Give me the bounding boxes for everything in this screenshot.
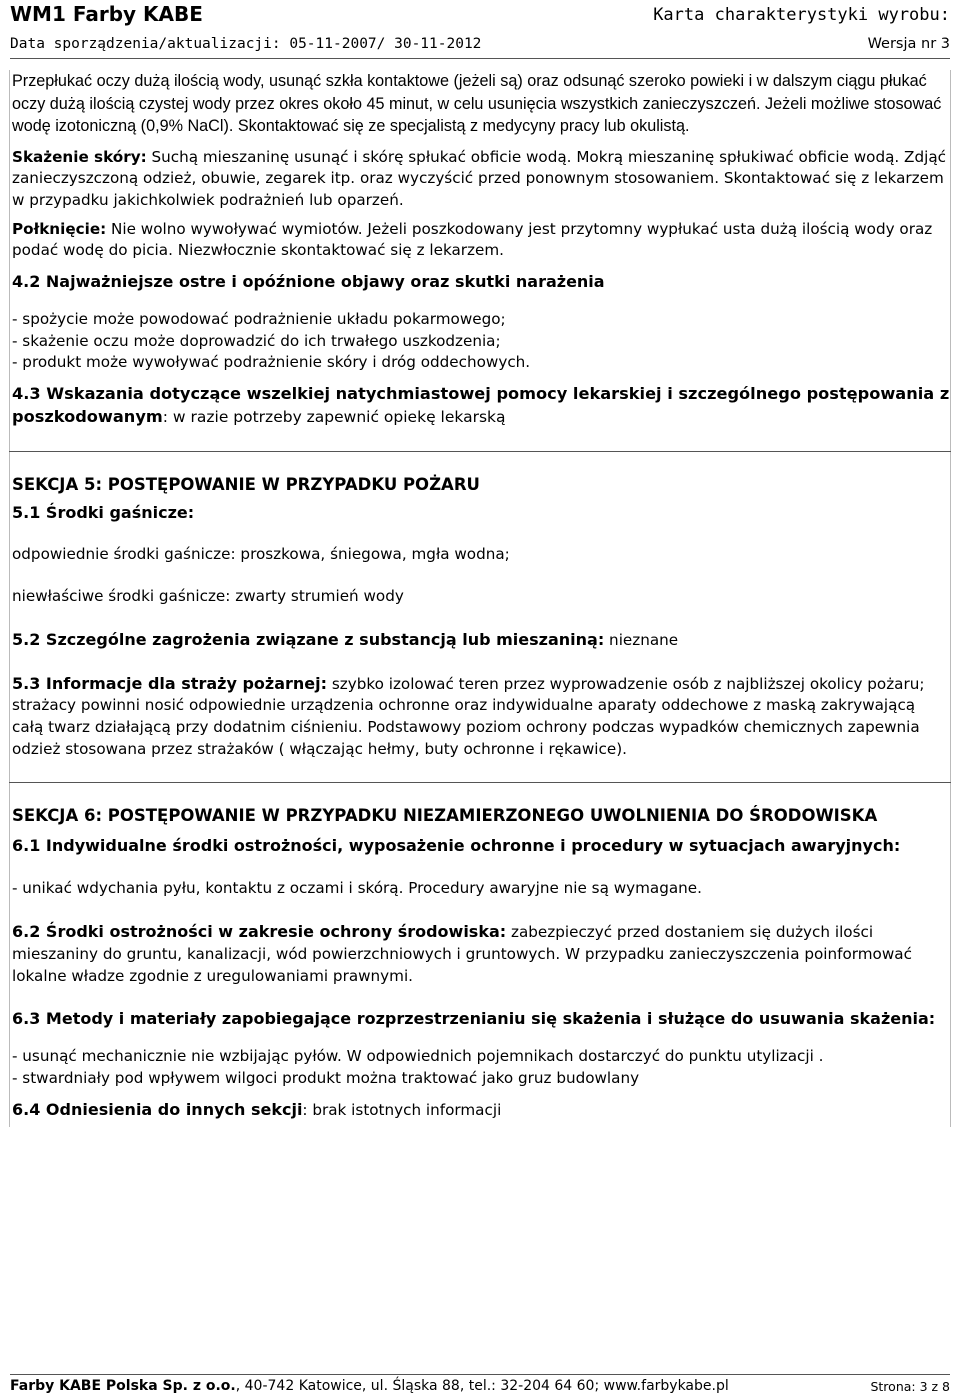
- swallow-label: Połknięcie:: [12, 219, 107, 238]
- section-6-block: [9, 783, 951, 1127]
- subsection-6-4-paragraph: [10, 1099, 950, 1122]
- symptoms-list: [10, 309, 950, 374]
- company-address: , 40-742 Katowice, ul. Śląska 88, tel.: 32-204 64 60; www.farbykabe.pl: [235, 1378, 729, 1394]
- subsection-5-2-heading: 5.2 Szczególne zagrożenia związane z substancją lub mieszaniną:: [12, 629, 605, 649]
- subsection-6-2-heading: 6.2 Środki ostrożności w zakresie ochrony środowiska:: [12, 922, 507, 942]
- company-info: [10, 1378, 729, 1394]
- skin-exposure-paragraph: [10, 147, 950, 212]
- subsection-6-4-heading: 6.4 Odniesienia do innych sekcji: [12, 1099, 303, 1119]
- suitable-extinguishers: [10, 544, 950, 566]
- subsection-6-1-text: - unikać wdychania pyłu, kontaktu z oczami i skórą. Procedury awaryjne nie są wymagane.: [12, 879, 702, 898]
- subsection-5-3-paragraph: [10, 673, 950, 761]
- subsection-6-2-text: zabezpieczyć przed dostaniem się dużych ilości mieszaniny do gruntu, kanalizacji, wód powierzchniowych i gruntowych. W przypadku zanieczyszczenia poinformować lokalne władze zgodnie z uregulowaniami prawnymi.: [12, 923, 912, 985]
- unsuitable-extinguishers: niewłaściwe środki gaśnicze: zwarty strumień wody: [12, 587, 404, 606]
- subsection-6-2-paragraph: [10, 921, 950, 987]
- section-6-title: SEKCJA 6: POSTĘPOWANIE W PRZYPADKU NIEZAMIERZONEGO UWOLNIENIA DO ŚRODOWISKA: [12, 806, 878, 826]
- section-5-title: SEKCJA 5: POSTĘPOWANIE W PRZYPADKU POŻARU: [12, 474, 480, 494]
- document-type: Karta charakterystyki wyrobu:: [653, 5, 950, 25]
- page-content: [0, 70, 960, 1127]
- subsection-4-3-paragraph: [10, 383, 950, 428]
- subsection-5-3-text: szybko izolować teren przez wyprowadzenie osób z najbliższej okolicy pożaru; strażacy powinni nosić odpowiednie urządzenia ochronne oraz indywidualne aparaty oddechowe z maską zakrywającą całą twarz działającą przy dodatnim ciśnieniu. Podstawowy poziom ochrony podczas wypadków chemicznych zapewnia odzież stosowana przez strażaków ( włączając hełmy, buty ochronne i rękawice).: [12, 674, 925, 758]
- cleanup-item: - usunąć mechanicznie nie wzbijając pyłów. W odpowiednich pojemnikach dostarczyć do punktu utylizacji .: [12, 1047, 824, 1066]
- subsection-5-2-paragraph: [10, 629, 950, 652]
- symptom-item: - produkt może wywoływać podrażnienie skóry i dróg oddechowych.: [12, 353, 531, 372]
- section-5-block: [9, 452, 951, 783]
- subsection-4-3-heading: 4.3 Wskazania dotyczące wszelkiej natychmiastowej pomocy lekarskiej i szczególnego postępowania z poszkodowanym: [12, 384, 950, 426]
- suitable-extinguishers-text: : proszkowa, śniegowa, mgła wodna;: [230, 544, 510, 563]
- swallow-text: Nie wolno wywoływać wymiotów. Jeżeli poszkodowany jest przytomny wypłukać usta dużą ilością wody oraz podać wodę do picia. Niezwłocznie skontaktować się z lekarzem.: [12, 219, 933, 260]
- subsection-5-3-heading: 5.3 Informacje dla straży pożarnej:: [12, 673, 328, 693]
- page-number: Strona: 3 z 8: [870, 1379, 950, 1394]
- swallow-paragraph: [10, 219, 950, 262]
- symptom-item: - spożycie może powodować podrażnienie układu pokarmowego;: [12, 310, 506, 329]
- company-name: Farby KABE Polska Sp. z o.o.: [10, 1378, 236, 1394]
- subsection-4-2-heading: 4.2 Najważniejsze ostre i opóźnione objawy oraz skutki narażenia: [12, 272, 605, 292]
- skin-exposure-text: Suchą mieszaninę usunąć i skórę spłukać obficie wodą. Mokrą mieszaninę spłukiwać obficie wodą. Zdjąć zanieczyszczoną odzież, obuwie, zegarek itp. oraz wyczyścić przed ponownym stosowaniem. Skontaktować się z lekarzem w przypadku jakichkolwiek podrażnień lub oparzeń.: [12, 147, 946, 209]
- section-4-block: [9, 70, 951, 451]
- footer-divider: [10, 1374, 950, 1375]
- header-divider: [10, 58, 950, 59]
- subsection-6-4-text: : brak istotnych informacji: [302, 1100, 502, 1119]
- subsection-4-3-text: : w razie potrzeby zapewnić opiekę lekarską: [162, 407, 506, 426]
- cleanup-item: - stwardniały pod wpływem wilgoci produkt można traktować jako gruz budowlany: [12, 1068, 640, 1087]
- preparation-date: Data sporządzenia/aktualizacji: 05-11-2007/ 30-11-2012: [10, 36, 482, 52]
- subsection-6-3-heading: 6.3 Metody i materiały zapobiegające rozprzestrzenianiu się skażenia i służące do usuwania skażenia:: [12, 1009, 936, 1029]
- symptom-item: - skażenie oczu może doprowadzić do ich trwałego uszkodzenia;: [12, 331, 501, 350]
- version-number: Wersja nr 3: [867, 36, 950, 52]
- brand-name: WM1 Farby KABE: [10, 2, 203, 26]
- subsection-6-1-heading: 6.1 Indywidualne środki ostrożności, wyposażenie ochronne i procedury w sytuacjach awaryjnych:: [12, 836, 901, 856]
- cleanup-list: [10, 1046, 950, 1089]
- skin-exposure-label: Skażenie skóry:: [12, 147, 147, 166]
- subsection-5-2-text: nieznane: [604, 630, 679, 649]
- subsection-5-1-heading: 5.1 Środki gaśnicze:: [12, 502, 195, 522]
- eye-exposure-text: Przepłukać oczy dużą ilością wody, usunąć szkła kontaktowe (jeżeli są) oraz odsunąć szeroko powieki i w dalszym ciągu płukać oczy dużą ilością czystej wody przez okres około 45 minut, w celu usunięcia wszystkich zanieczyszczeń. Jeżeli możliwe stosować wodę izotoniczną (0,9% NaCl). Skontaktować się ze specjalistą z medycyny pracy lub okulistą.: [12, 72, 942, 135]
- suitable-extinguishers-label: odpowiednie środki gaśnicze: [12, 544, 231, 563]
